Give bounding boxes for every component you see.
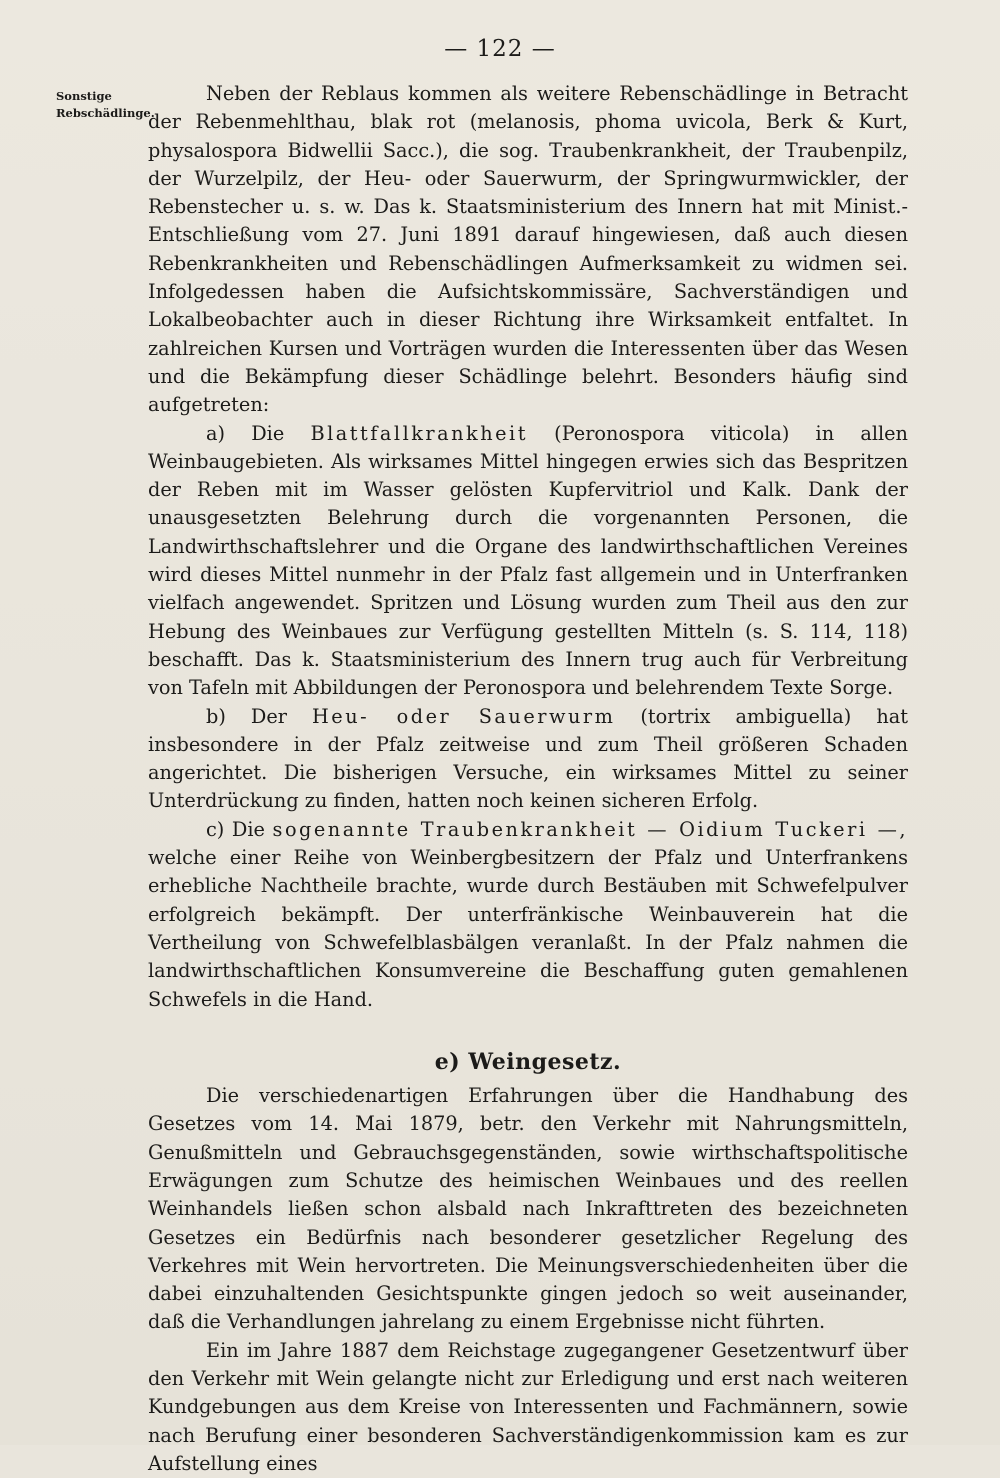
item-label: a) Die bbox=[206, 421, 285, 445]
section-heading: e) Weingesetz. bbox=[434, 1048, 622, 1075]
margin-note-line: Sonstige bbox=[56, 89, 112, 103]
list-item-b bbox=[148, 703, 908, 816]
item-text: (tortrix ambiguella) hat insbesondere in der Pfalz zeitweise und zum Theil größeren Schaden angerichtet. Die bisherigen Versuche, ein wirksames Mittel zu seiner Unterdrückung zu finden, hatten noch keinen sicheren Erfolg. bbox=[148, 704, 908, 813]
main-text bbox=[148, 80, 908, 1478]
paragraph: Neben der Reblaus kommen als weitere Rebenschädlinge in Betracht der Rebenmehlthau, blak rot (melanosis, phoma uvicola, Berk & Kurt, physalospora Bidwellii Sacc.), die sog. Traubenkrankheit, der Traubenpilz, der Wurzelpilz, der Heu- oder Sauerwurm, der Springwurmwickler, der Rebenstecher u. s. w. Das k. Staatsministerium des Innern hat mit Minist.-Entschließung vom 27. Juni 1891 darauf hingewiesen, daß auch diesen Rebenkrankheiten und Rebenschädlingen Aufmerksamkeit zu widmen sei. Infolgedessen haben die Aufsichtskommissäre, Sachverständigen und Lokalbeobachter auch in dieser Richtung ihre Wirksamkeit entfaltet. In zahlreichen Kursen und Vorträgen wurden die Interessenten über das Wesen und die Bekämpfung dieser Schädlinge belehrt. Besonders häufig sind aufgetreten: bbox=[148, 82, 908, 417]
margin-note-line: Rebschädlinge. bbox=[56, 106, 155, 120]
page-number: — 122 — bbox=[444, 36, 556, 62]
item-text: (Peronospora viticola) in allen Weinbaugebieten. Als wirksames Mittel hingegen erwies sich das Bespritzen der Reben mit im Wasser gelösten Kupfervitriol und Kalk. Dank der unausgesetzten Belehrung durch die vorgenannten Personen, die Landwirthschaftslehrer und die Organe des landwirthschaftlichen Vereines wird dieses Mittel nunmehr in der Pfalz fast allgemein und in Unterfranken vielfach angewendet. Spritzen und Lösung wurden zum Theil aus den zur Hebung des Weinbaues zur Verfügung gestellten Mitteln (s. S. 114, 118) beschafft. Das k. Staatsministerium des Innern trug auch für Verbreitung von Tafeln mit Abbildungen der Peronospora und belehrendem Texte Sorge. bbox=[148, 421, 908, 700]
item-term: Blattfallkrankheit bbox=[310, 421, 528, 445]
paragraph: Ein im Jahre 1887 dem Reichstage zugegangener Gesetzentwurf über den Verkehr mit Wein gelangte nicht zur Erledigung und erst nach weiteren Kundgebungen aus dem Kreise von Interessenten und Fachmännern, sowie nach Berufung einer besonderen Sachverständigenkommission kam es zur Aufstellung eines bbox=[148, 1338, 908, 1475]
item-label: c) Die bbox=[206, 817, 265, 841]
item-term: Heu- oder Sauerwurm bbox=[311, 704, 616, 728]
item-label: b) Der bbox=[206, 704, 287, 728]
list-item-a bbox=[148, 420, 908, 703]
list-item-c bbox=[148, 816, 908, 1014]
margin-note bbox=[56, 88, 156, 122]
item-term: sogenannte Traubenkrankheit — Oidium Tuckeri —, bbox=[272, 817, 908, 841]
item-text: welche einer Reihe von Weinbergbesitzern der Pfalz und Unterfrankens erhebliche Nachtheile brachte, wurde durch Bestäuben mit Schwefelpulver erfolgreich bekämpft. Der unterfränkische Weinbauverein hat die Vertheilung von Schwefelblasbälgen veranlaßt. In der Pfalz nahmen die landwirthschaftlichen Konsumvereine die Beschaffung guten gemahlenen Schwefels in die Hand. bbox=[148, 846, 908, 1011]
paragraph: Die verschiedenartigen Erfahrungen über die Handhabung des Gesetzes vom 14. Mai 1879, betr. den Verkehr mit Nahrungsmitteln, Genußmitteln und Gebrauchsgegenständen, sowie wirthschaftspolitische Erwägungen zum Schutze des heimischen Weinbaues und des reellen Weinhandels ließen schon alsbald nach Inkrafttreten des bezeichneten Gesetzes ein Bedürfnis nach besonderer gesetzlicher Regelung des Verkehres mit Wein hervortreten. Die Meinungsverschiedenheiten über die dabei einzuhaltenden Gesichtspunkte gingen jedoch so weit auseinander, daß die Verhandlungen jahrelang zu einem Ergebnisse nicht führten. bbox=[148, 1084, 908, 1334]
